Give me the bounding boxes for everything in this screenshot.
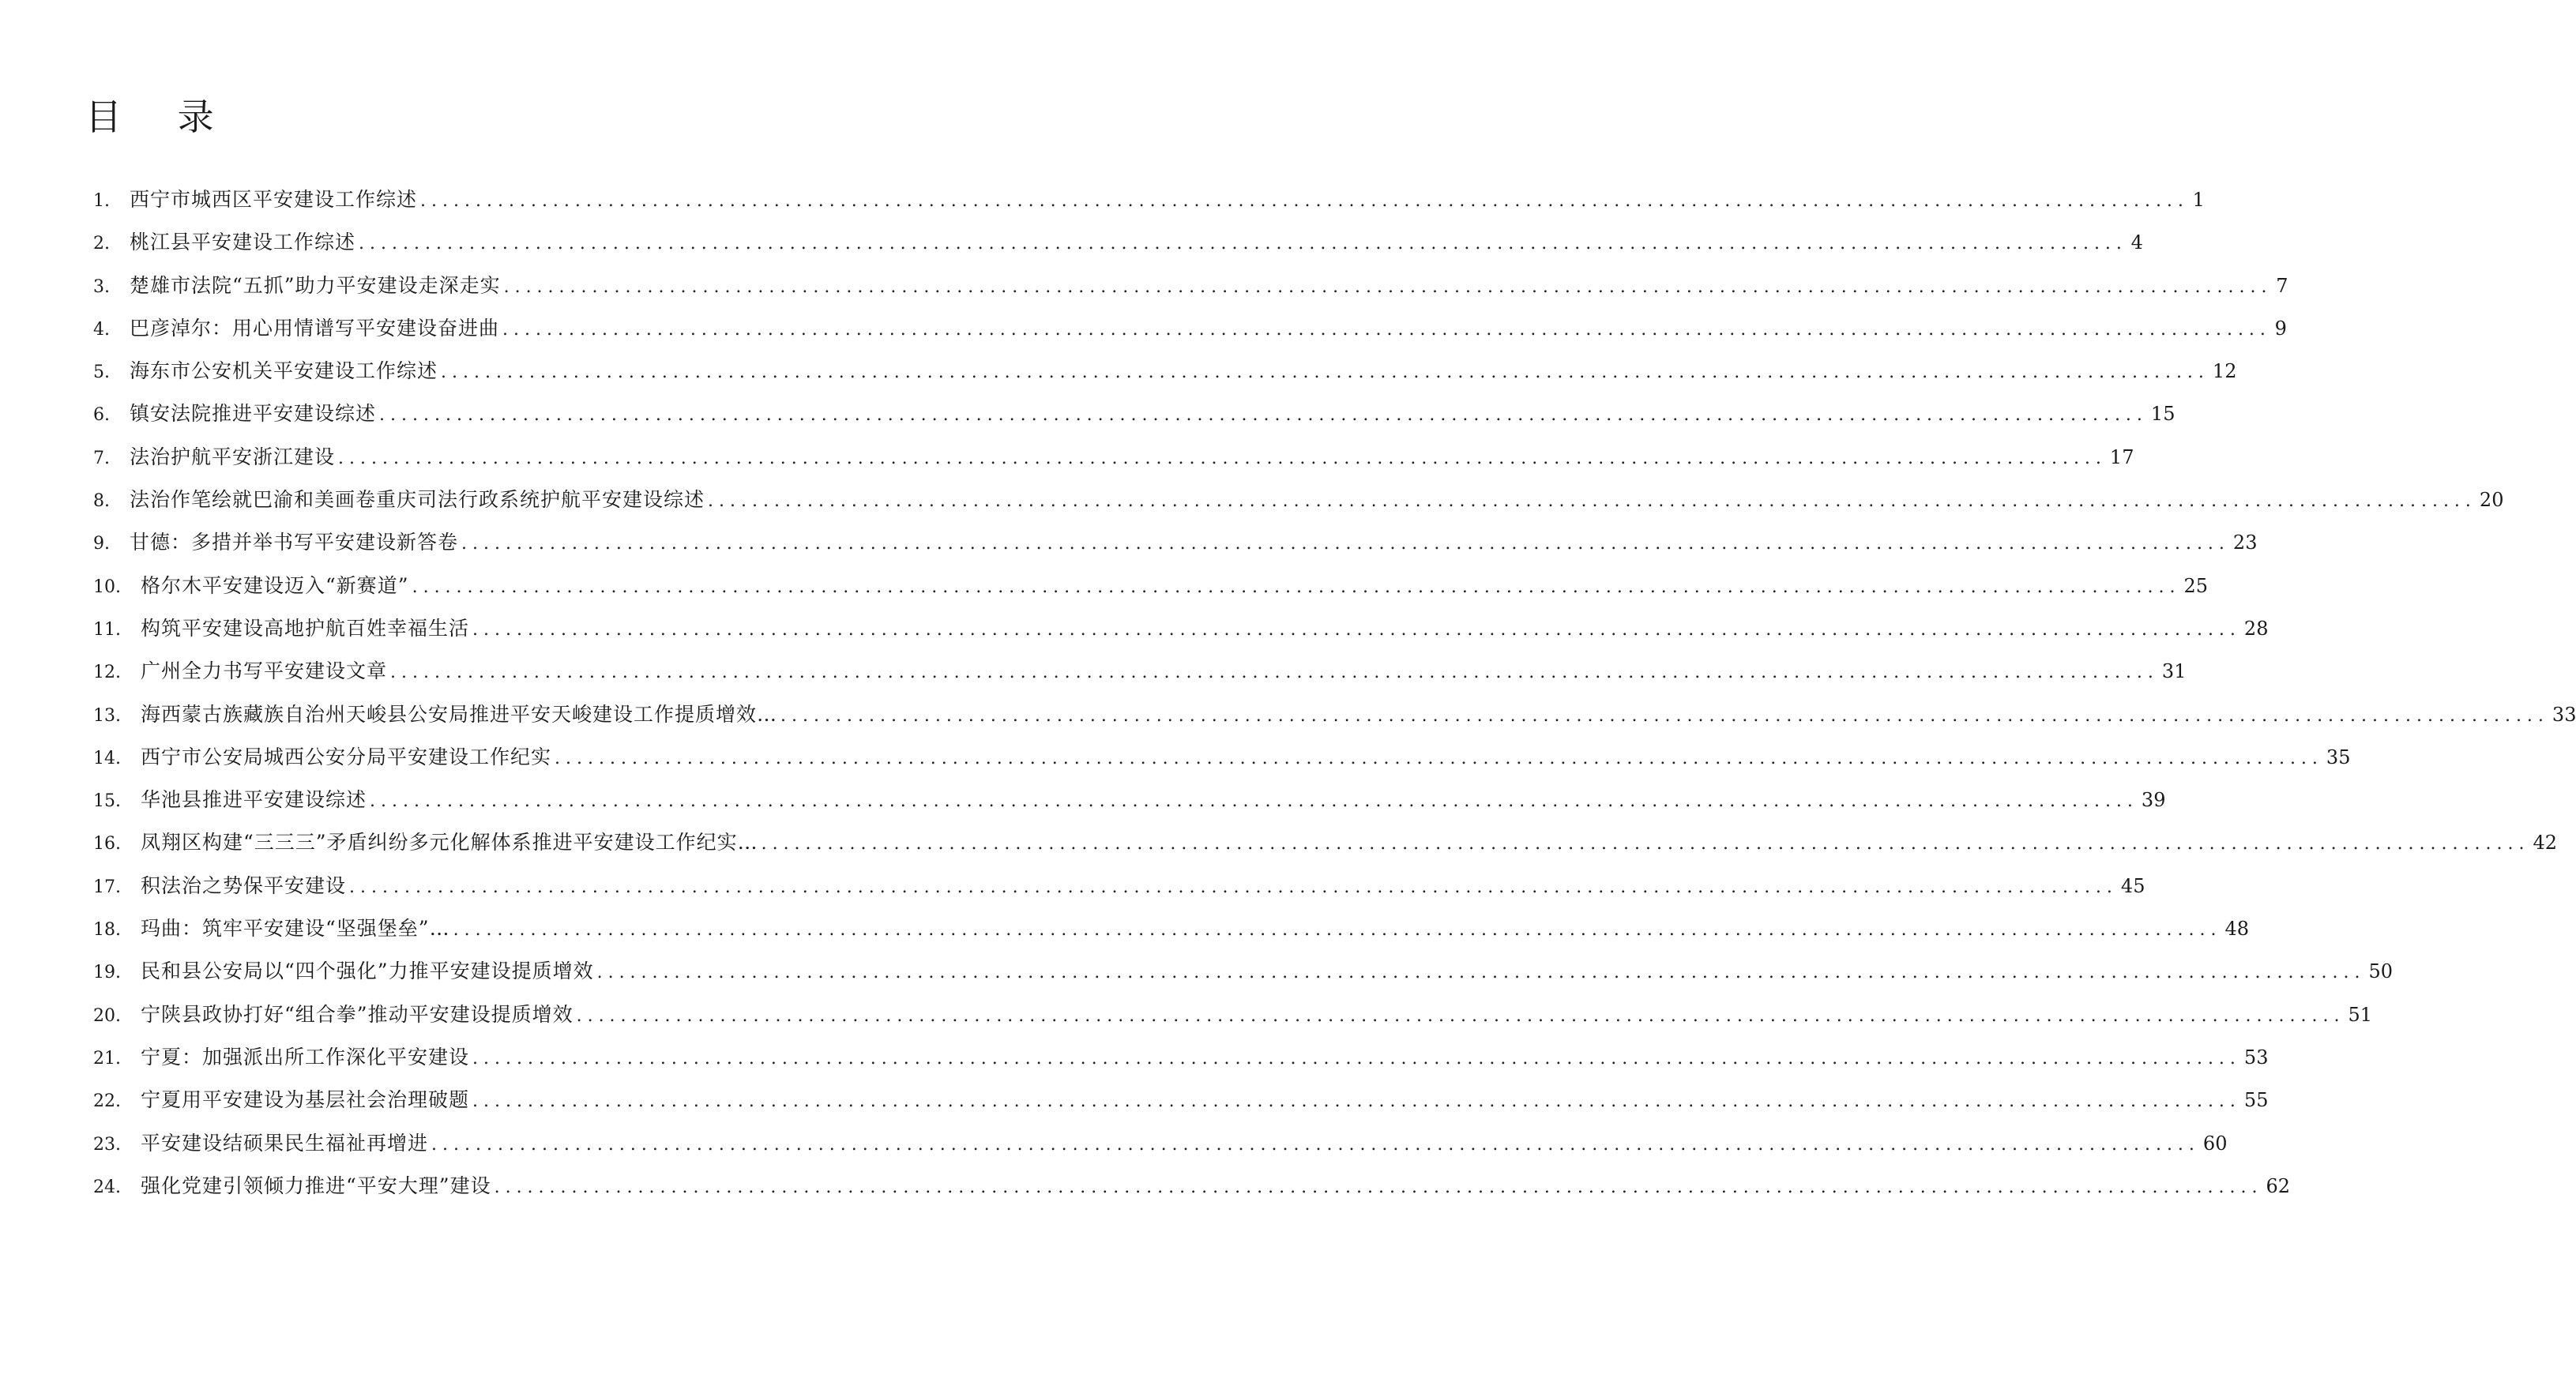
toc-dot-leader [412,576,2181,599]
toc-entry-title[interactable]: 海东市公安机关平安建设工作综述 [130,359,438,383]
toc-dot-leader [431,1133,2200,1157]
toc-dot-leader [453,918,2222,942]
toc-entry-page-number: 12 [2212,360,2237,383]
toc-dot-leader [441,361,2209,385]
toc-entry-page-number: 42 [2533,832,2558,855]
toc-dot-leader [495,1176,2263,1200]
toc-dot-leader [504,276,2273,299]
toc-entry-number: 7. [93,448,110,468]
toc-entry-title[interactable]: 甘德：多措并举书写平安建设新答卷 [130,531,459,554]
toc-entry-page-number: 23 [2232,531,2258,554]
toc-entry-title[interactable]: 民和县公安局以“四个强化”力推平安建设提质增效 [141,960,594,983]
toc-entry-number: 19. [93,963,121,983]
toc-dot-leader [762,832,2530,856]
toc-entry-page-number: 50 [2368,960,2394,983]
toc-entry[interactable] [93,488,2504,531]
toc-entry-number: 3. [93,276,110,297]
toc-entry[interactable] [93,1174,2291,1217]
toc-dot-leader [359,232,2127,256]
toc-dot-leader [370,790,2138,813]
toc-entry[interactable] [93,702,2576,746]
toc-entry[interactable] [93,316,2287,359]
toc-entry-number: 17. [93,877,121,897]
toc-entry[interactable] [93,1045,2269,1088]
toc-entry-page-number: 15 [2150,403,2175,426]
page-title: 目 录 [85,96,236,138]
toc-entry-title[interactable]: 平安建设结硕果民生福祉再增进 [141,1131,429,1155]
toc-entry-number: 12. [93,663,121,683]
toc-entry-page-number: 45 [2120,874,2145,897]
toc-entry[interactable] [93,917,2250,960]
toc-entry-number: 2. [93,234,110,254]
toc-entry-page-number: 7 [2276,274,2288,297]
toc-dot-leader [420,190,2189,213]
toc-dot-leader [502,318,2271,342]
toc-entry-title[interactable]: 西宁市公安局城西公安分局平安建设工作纪实 [141,745,552,768]
toc-entry-title[interactable]: 凤翔区构建“三三三”矛盾纠纷多元化解体系推进平安建设工作纪实… [141,831,758,855]
toc-dot-leader [472,1090,2241,1114]
toc-entry-number: 9. [93,534,110,554]
toc-entry[interactable] [93,445,2134,488]
toc-entry-title[interactable]: 宁夏用平安建设为基层社会治理破题 [141,1088,470,1112]
toc-entry-title[interactable]: 海西蒙古族藏族自治州天峻县公安局推进平安天峻建设工作提质增效… [141,702,778,726]
toc-entry-page-number: 1 [2192,189,2205,211]
toc-entry-number: 22. [93,1091,121,1112]
toc-entry[interactable] [93,402,2175,445]
toc-entry-number: 18. [93,920,121,941]
toc-entry-page-number: 17 [2109,445,2134,468]
toc-entry-title[interactable]: 格尔木平安建设迈入“新赛道” [141,573,409,597]
toc-entry-page-number: 4 [2130,231,2143,254]
toc-entry-page-number: 28 [2243,617,2269,640]
toc-entry-page-number: 25 [2183,574,2209,597]
toc-dot-leader [338,447,2107,471]
toc-entry-number: 8. [93,491,110,512]
toc-entry-number: 13. [93,705,121,726]
toc-entry[interactable] [93,273,2288,317]
toc-dot-leader [555,747,2323,771]
toc-entry-title[interactable]: 法治护航平安浙江建设 [130,445,336,468]
toc-entry-title[interactable]: 华池县推进平安建设综述 [141,788,367,812]
toc-dot-leader [780,704,2549,728]
toc-entry-number: 15. [93,791,121,812]
toc-entry-number: 20. [93,1005,121,1026]
toc-entry-title[interactable]: 楚雄市法院“五抓”助力平安建设走深走实 [130,273,501,297]
toc-dot-leader [390,661,2159,685]
toc-entry-number: 16. [93,834,121,855]
toc-dot-leader [577,1005,2345,1028]
toc-entry-title[interactable]: 桃江县平安建设工作综述 [130,231,356,254]
toc-dot-leader [597,961,2366,985]
toc-entry-title[interactable]: 玛曲：筑牢平安建设“坚强堡垒”… [141,917,450,941]
toc-entry[interactable] [93,873,2145,917]
toc-entry-page-number: 51 [2348,1003,2373,1026]
toc-entry-title[interactable]: 法治作笔绘就巴渝和美画卷重庆司法行政系统护航平安建设综述 [130,488,705,512]
toc-entry-page-number: 9 [2274,317,2287,340]
toc-entry[interactable] [93,231,2143,273]
toc-entry[interactable] [93,359,2237,402]
toc-entry-title[interactable]: 宁陕县政协打好“组合拳”推动平安建设提质增效 [141,1002,573,1026]
toc-entry-title[interactable]: 宁夏：加强派出所工作深化平安建设 [141,1045,470,1069]
toc-entry[interactable] [93,188,2205,231]
toc-entry-title[interactable]: 巴彦淖尔：用心用情谱写平安建设奋进曲 [130,316,500,340]
toc-entry-number: 6. [93,405,110,426]
toc-entry-title[interactable]: 强化党建引领倾力推进“平安大理”建设 [141,1174,491,1197]
toc-dot-leader [379,404,2148,427]
toc-entry-title[interactable]: 西宁市城西区平安建设工作综述 [130,188,418,211]
toc-entry-page-number: 35 [2326,746,2351,768]
toc-entry-number: 24. [93,1177,121,1197]
toc-entry-page-number: 39 [2141,789,2166,812]
toc-entry-page-number: 33 [2552,703,2576,726]
toc-entry-title[interactable]: 积法治之势保平安建设 [141,873,347,897]
toc-entry-page-number: 60 [2202,1132,2228,1155]
toc-entry[interactable] [93,1088,2269,1131]
toc-entry-number: 11. [93,619,121,640]
table-of-contents [93,188,2576,1217]
toc-entry-page-number: 53 [2243,1046,2269,1069]
toc-entry-page-number: 62 [2266,1174,2291,1197]
toc-entry-number: 21. [93,1048,121,1069]
toc-dot-leader [708,490,2476,513]
toc-entry-page-number: 31 [2161,660,2187,683]
toc-entry[interactable] [93,1131,2228,1174]
toc-dot-leader [461,532,2230,556]
toc-entry[interactable] [93,831,2558,873]
toc-entry[interactable] [93,659,2187,702]
toc-entry-number: 1. [93,191,110,211]
toc-entry[interactable] [93,788,2166,831]
toc-entry-title[interactable]: 镇安法院推进平安建设综述 [130,402,377,426]
toc-entry-page-number: 20 [2479,489,2504,512]
toc-entry[interactable] [93,960,2394,1002]
toc-entry-number: 4. [93,319,110,340]
toc-dot-leader [472,1047,2241,1071]
toc-entry-page-number: 55 [2243,1089,2269,1112]
toc-entry-number: 5. [93,362,110,383]
toc-entry[interactable] [93,1002,2373,1046]
toc-entry[interactable] [93,616,2269,659]
toc-entry-title[interactable]: 构筑平安建设高地护航百姓幸福生活 [141,616,470,640]
toc-entry-number: 23. [93,1134,121,1155]
toc-entry-number: 10. [93,577,121,597]
toc-entry[interactable] [93,745,2351,788]
toc-entry[interactable] [93,573,2209,617]
toc-dot-leader [349,876,2118,900]
toc-entry-title[interactable]: 广州全力书写平安建设文章 [141,659,388,683]
toc-entry[interactable] [93,531,2258,573]
toc-dot-leader [472,618,2241,642]
toc-entry-number: 14. [93,748,121,768]
toc-entry-page-number: 48 [2224,918,2250,941]
